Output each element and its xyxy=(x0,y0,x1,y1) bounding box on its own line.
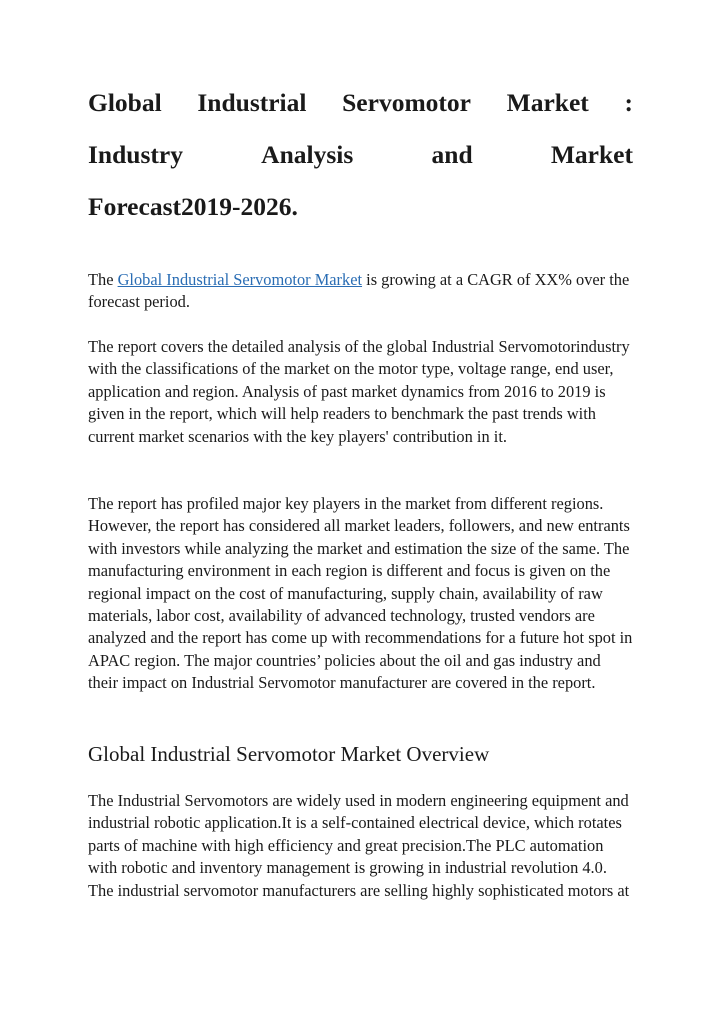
document-title-line-1 xyxy=(88,88,633,118)
market-report-link[interactable]: Global Industrial Servomotor Market xyxy=(117,270,363,289)
title-word: Forecast2019-2026. xyxy=(88,192,298,221)
document-title-line-3 xyxy=(88,192,633,222)
title-word: Industry xyxy=(88,140,183,169)
title-word: Global xyxy=(88,88,162,117)
coverage-paragraph: The report covers the detailed analysis of the global Industrial Servomotorindustry with the classifications of the market on the motor type, voltage range, end user, application and region. Analysis of past market dynamics from 2016 to 2019 is given in the report, which will help readers to benchmark the past trends with current market scenarios with the key players' contribution in it. xyxy=(88,337,630,446)
intro-suffix: is growing at a CAGR of XX% over the forecast period. xyxy=(88,270,630,312)
title-word: Analysis xyxy=(261,140,354,169)
title-word: : xyxy=(624,88,633,117)
title-word: and xyxy=(431,140,473,169)
title-word: Market xyxy=(506,88,589,117)
overview-paragraph: The Industrial Servomotors are widely used in modern engineering equipment and industrial robotic application.It is a self-contained electrical device, which rotates parts of machine with high efficiency and great precision.The PLC automation with robotic and inventory management is growing in industrial revolution 4.0. The industrial servomotor manufacturers are selling highly sophisticated motors at xyxy=(88,791,630,900)
title-word: Industrial xyxy=(197,88,307,117)
intro-paragraph xyxy=(88,269,633,314)
title-word: Servomotor xyxy=(342,88,471,117)
title-word: Market xyxy=(550,140,633,169)
key-players-paragraph: The report has profiled major key players in the market from different regions. However, the report has considered all market leaders, followers, and new entrants with investors while analyzing the market and estimation the size of the same. The manufacturing environment in each region is different and focus is given on the regional impact on the cost of manufacturing, supply chain, availability of raw materials, labor cost, availability of advanced technology, trusted vendors are analyzed and the report has come up with recommendations for a future hot spot in APAC region. The major countries’ policies about the oil and gas industry and their impact on Industrial Servomotor manufacturer are covered in the report. xyxy=(88,494,633,693)
section-heading: Global Industrial Servomotor Market Overview xyxy=(88,742,490,766)
document-title-line-2 xyxy=(88,140,633,170)
intro-prefix: The xyxy=(88,270,118,289)
